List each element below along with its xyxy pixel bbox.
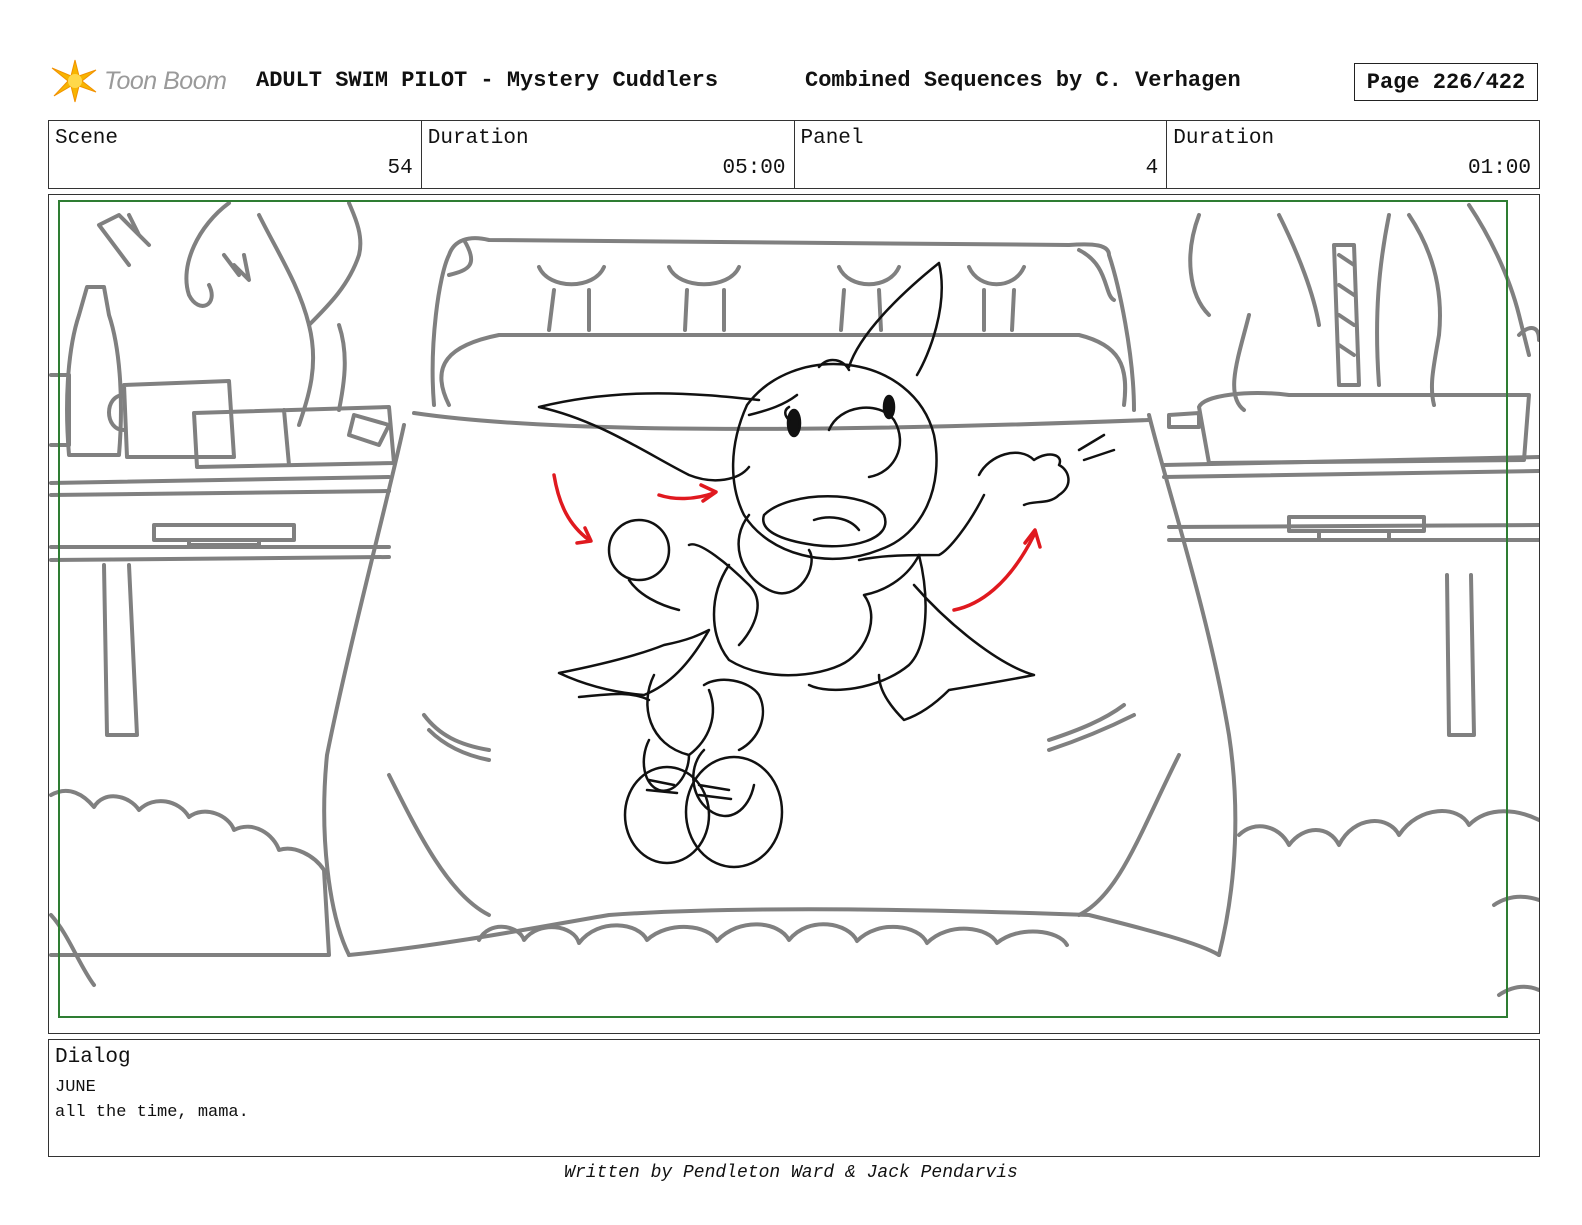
storyboard-title: ADULT SWIM PILOT - Mystery Cuddlers [256, 68, 719, 93]
scene-cell [49, 121, 422, 188]
scene-duration-value: 05:00 [722, 157, 786, 180]
dialog-box [48, 1039, 1540, 1157]
writer-credit: Written by Pendleton Ward & Jack Pendarvis [564, 1163, 1018, 1183]
storyboard-drawing [49, 195, 1539, 1033]
panel-label: Panel [800, 127, 864, 150]
dialog-speaker: JUNE [55, 1078, 96, 1097]
dialog-label: Dialog [55, 1046, 131, 1069]
page-number: Page 226/422 [1354, 63, 1538, 101]
panel-duration-value: 01:00 [1467, 157, 1531, 180]
dialog-line: all the time, mama. [55, 1103, 249, 1122]
panel-duration-cell [1167, 121, 1539, 188]
sequence-credit: Combined Sequences by C. Verhagen [805, 68, 1241, 93]
scene-value: 54 [387, 157, 413, 180]
storyboard-panel [48, 194, 1540, 1034]
toon-boom-logo [50, 56, 226, 106]
panel-value: 4 [1145, 157, 1159, 180]
panel-info-row [48, 120, 1540, 189]
scene-duration-cell [422, 121, 795, 188]
scene-label: Scene [55, 127, 119, 150]
scene-duration-label: Duration [427, 127, 529, 150]
panel-duration-label: Duration [1173, 127, 1275, 150]
starburst-icon [50, 56, 100, 106]
panel-cell [795, 121, 1168, 188]
logo-text: Toon Boom [104, 66, 227, 95]
